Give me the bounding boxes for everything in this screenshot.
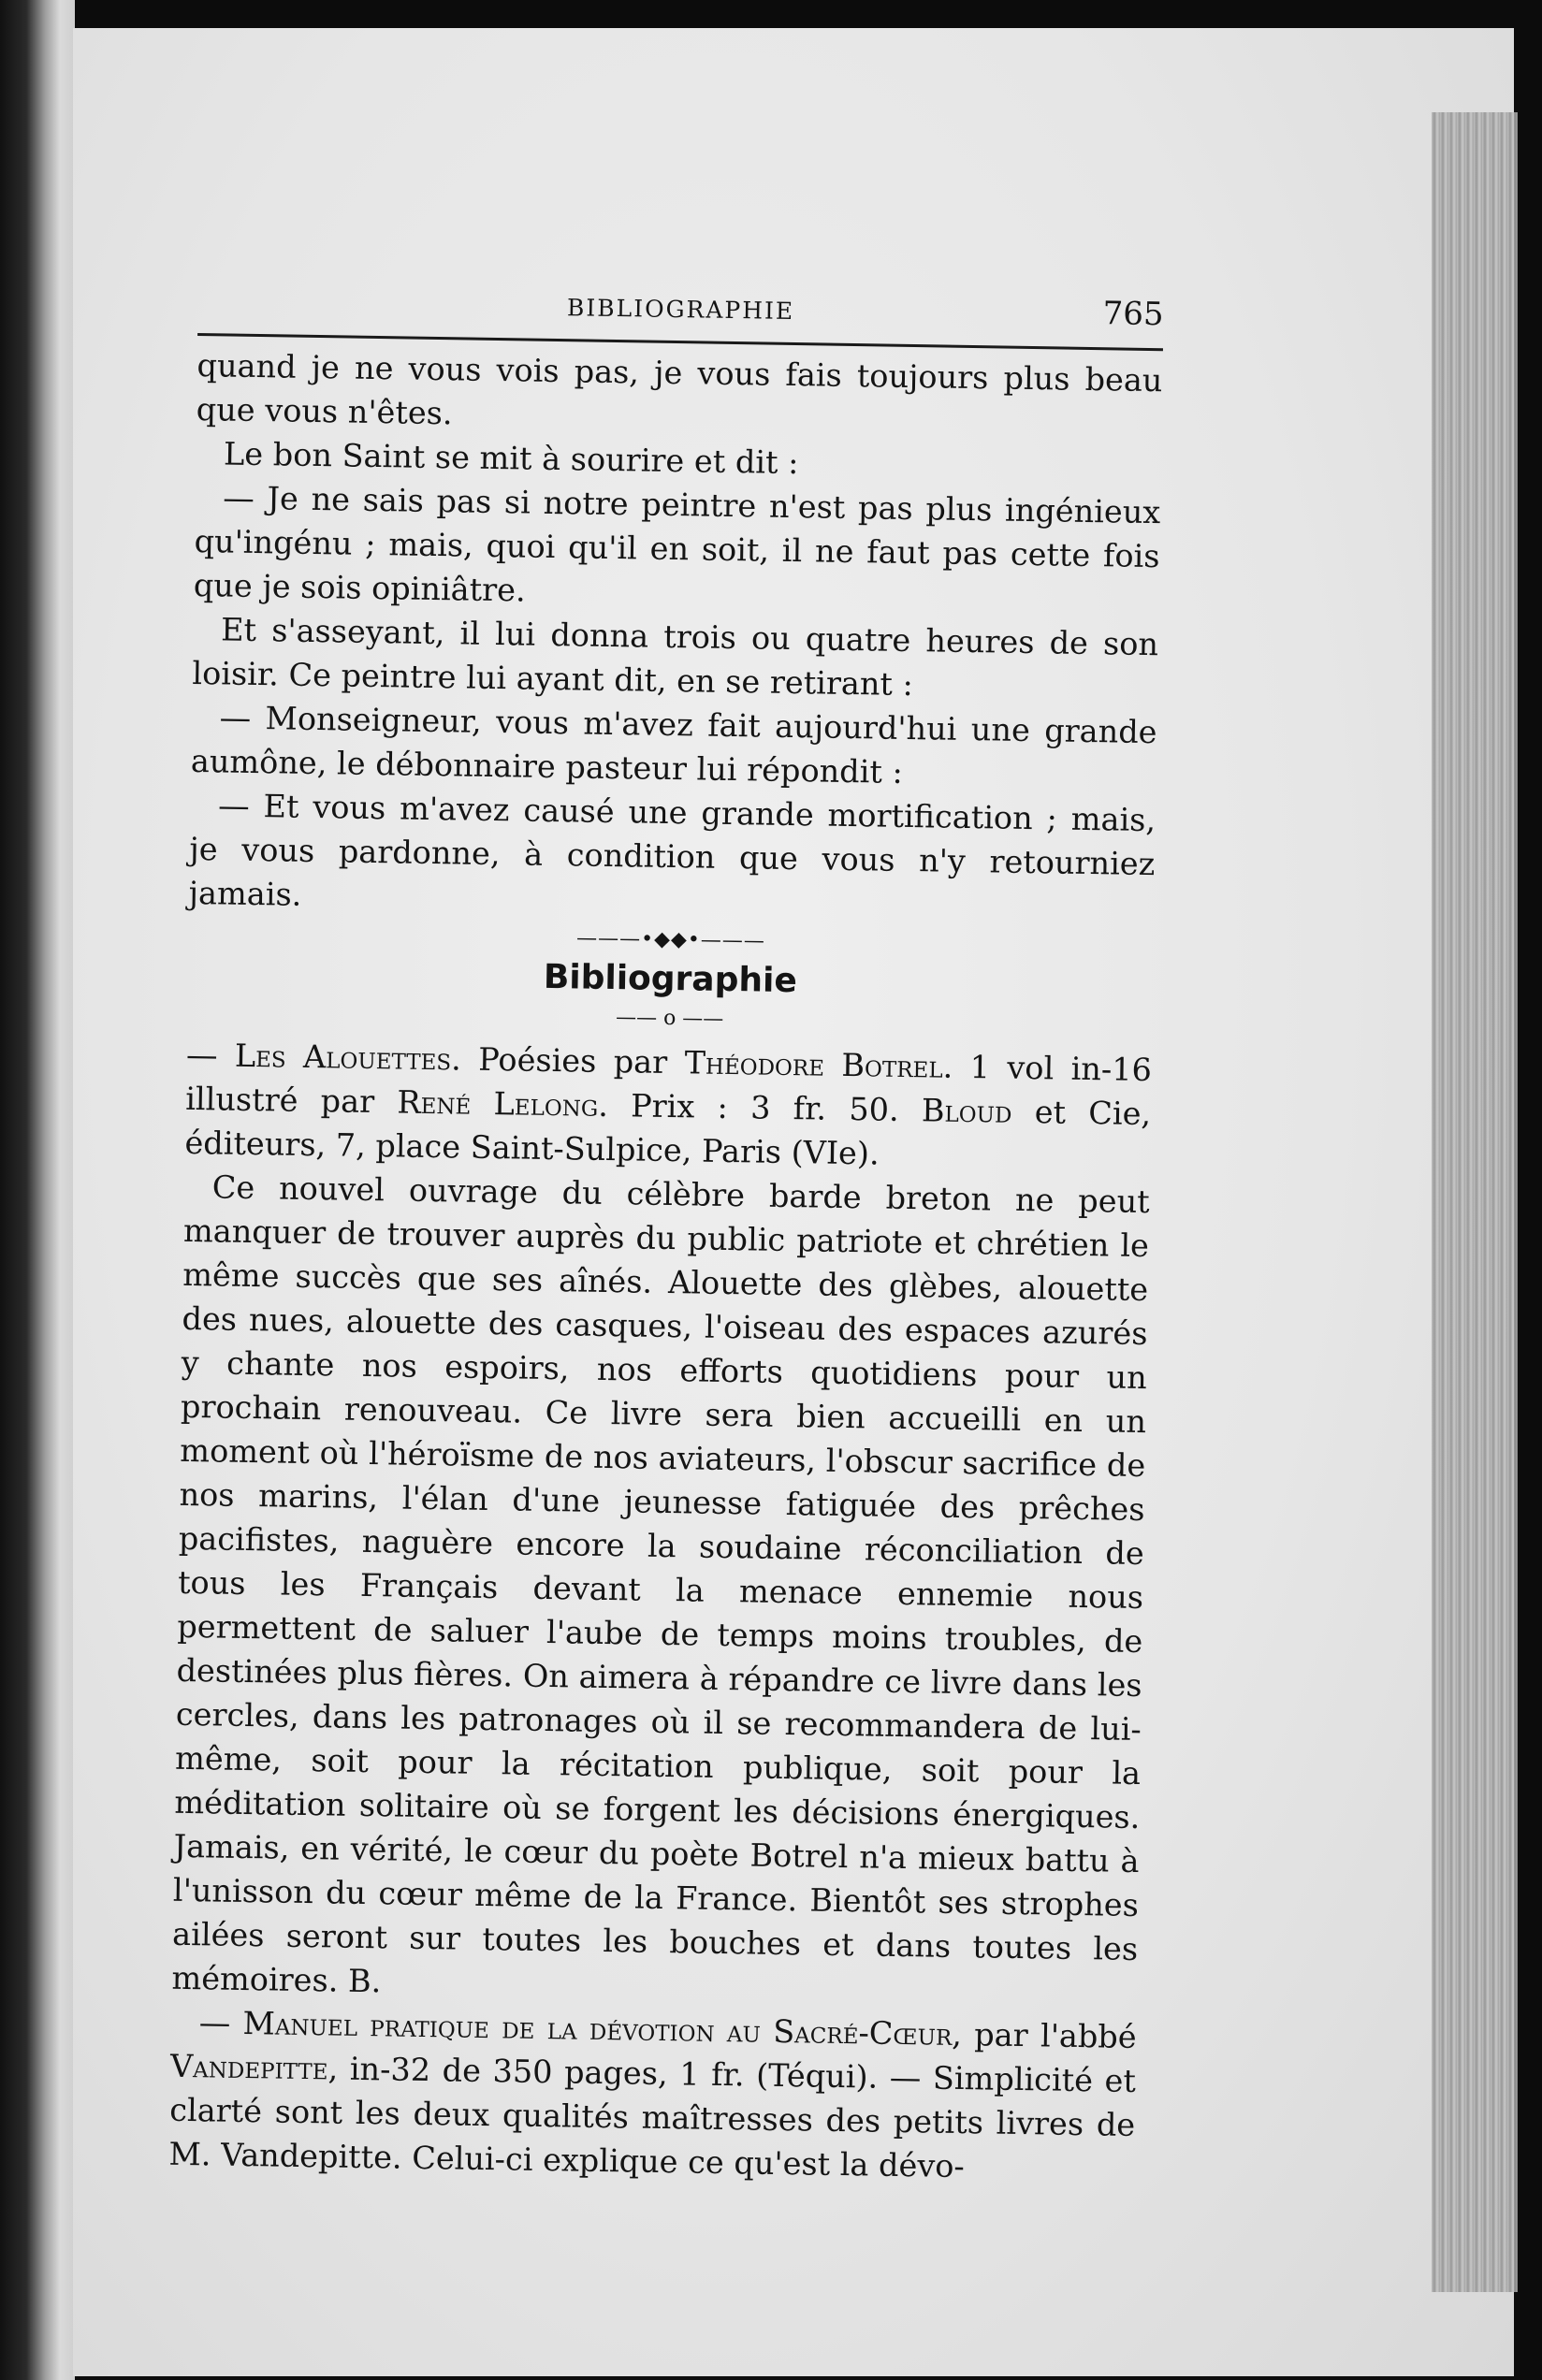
review-text: et Cie, éditeurs, 7, place Saint-Sulpice, Paris (VIe). bbox=[184, 1093, 1152, 1172]
adjacent-page-edge bbox=[0, 0, 75, 2380]
section-title: Bibliographie bbox=[543, 957, 798, 1001]
review-author: Vandepitte, bbox=[169, 2047, 339, 2087]
paragraph: — Je ne sais pas si notre peintre n'est pas plus ingénieux qu'ingénu ; mais, quoi qu'il en soit, il ne faut pas cette fois que je sois opiniâtre. bbox=[193, 479, 1161, 609]
paragraph: quand je ne vous vois pas, je vous fais toujours plus beau que vous n'êtes. bbox=[196, 346, 1163, 432]
review-title: Manuel pratique de la dévotion au Sacré-Cœur, bbox=[242, 2004, 963, 2053]
review-author: Théodore Botrel. bbox=[684, 1044, 953, 1085]
review-dash: — bbox=[198, 2004, 243, 2041]
section-sub-ornament: —— o —— bbox=[615, 1006, 724, 1031]
section-ornament: ———•◆◆•——— bbox=[575, 926, 766, 953]
review-heading bbox=[184, 1033, 1152, 1180]
review-title: Les Alouettes. bbox=[234, 1037, 462, 1078]
review-illustrator: René Lelong. bbox=[397, 1083, 609, 1124]
paragraph: — Et vous m'avez causé une grande mortification ; mais, je vous pardonne, à condition que vous n'y retourniez jamais. bbox=[188, 787, 1156, 913]
review-text: 1 vol in-16 illustré par bbox=[184, 1048, 1153, 1121]
paragraph: Et s'asseyant, il lui donna trois ou quatre heures de son loisir. Ce peintre lui ayant dit, en se retirant : bbox=[192, 611, 1159, 704]
review-heading bbox=[168, 2000, 1137, 2191]
review-text: Poésies par bbox=[460, 1040, 685, 1081]
paragraph: Le bon Saint se mit à sourire et dit : bbox=[223, 435, 799, 482]
page-number: 765 bbox=[1102, 295, 1164, 334]
page-text-block bbox=[168, 281, 1164, 2191]
review-publisher: Bloud bbox=[921, 1092, 1012, 1130]
running-title: BIBLIOGRAPHIE bbox=[566, 294, 795, 326]
paragraph: — Monseigneur, vous m'avez fait aujourd'hui une grande aumône, le débonnaire pasteur lui répondit : bbox=[190, 699, 1157, 791]
review-text: Prix : 3 fr. 50. bbox=[607, 1086, 923, 1129]
review-text: in-32 de 350 pages, 1 fr. (Téqui). — Simplicité et clarté sont les deux qualités maîtresses des petits livres de M. Vandepitte. Celui-ci explique ce qu'est la dévo- bbox=[168, 2050, 1137, 2185]
review-body: Ce nouvel ouvrage du célèbre barde breton ne peut manquer de trouver auprès du public patriote et chrétien le même succès que ses aînés. Alouette des glèbes, alouette des nues, alouette des casques, l'oiseau des espaces azurés y chante nos espoirs, nos efforts quotidiens pour un prochain renouveau. Ce livre sera bien accueilli en un moment où l'héroïsme de nos aviateurs, l'obscur sacrifice de nos marins, l'élan d'une jeunesse fatiguée des prêches pacifistes, naguère encore la soudaine réconciliation de tous les Français devant la menace ennemie nous permettent de saluer l'aube de temps moins troubles, de destinées plus fières. On aimera à répandre ce livre dans les cercles, dans les patronages où il se recommandera de lui-même, soit pour la récitation publique, soit pour la méditation solitaire où se forgent les décisions énergiques. Jamais, en vérité, le cœur du poète Botrel n'a mieux battu à l'unisson du cœur même de la France. Bientôt ses strophes ailées seront sur toutes les bouches et dans toutes les mémoires. B. bbox=[171, 1168, 1150, 2000]
review-dash: — bbox=[185, 1036, 236, 1074]
page-stack-edges bbox=[1432, 112, 1518, 2292]
review-text: par l'abbé bbox=[961, 2016, 1137, 2055]
